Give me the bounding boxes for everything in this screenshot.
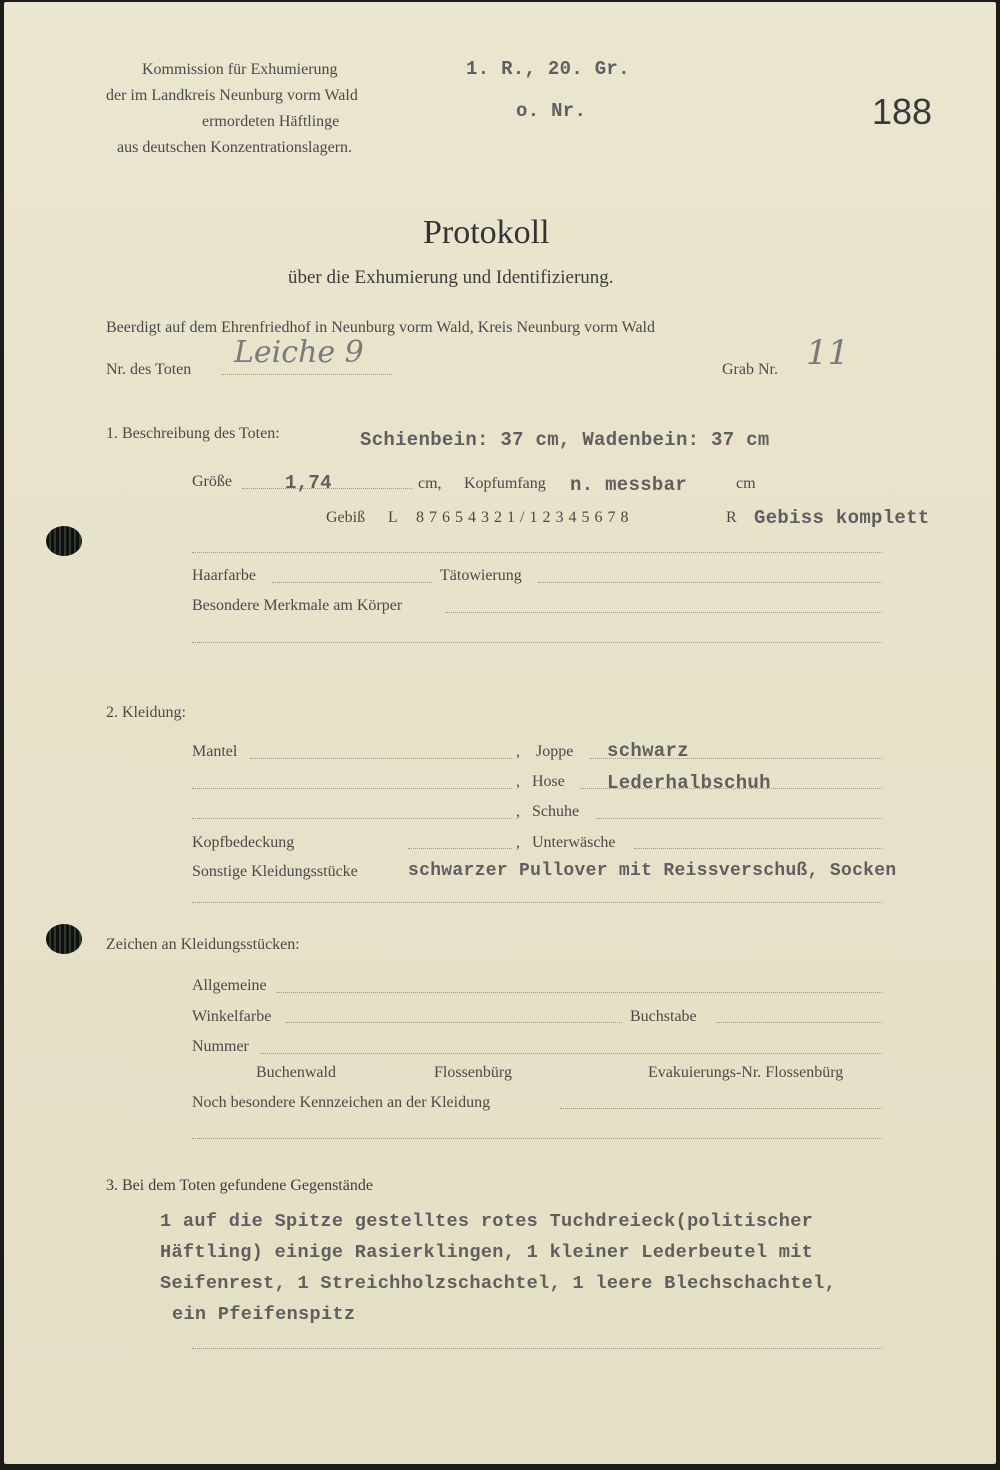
underwear-label: Unterwäsche: [532, 834, 616, 851]
other-marks-dots: [560, 1108, 882, 1109]
evacuation-number-label: Evakuierungs-Nr. Flossenbürg: [648, 1064, 844, 1081]
teeth-extra-dots: [192, 552, 882, 553]
dead-number-dots: [222, 374, 392, 375]
punch-hole-top: [46, 526, 82, 556]
head-circumference-unit: cm: [736, 475, 756, 492]
head-circumference-value: n. messbar: [570, 474, 688, 496]
comma-4: ,: [516, 834, 520, 851]
grave-number-label: Grab Nr.: [722, 361, 778, 378]
protocol-document: [4, 2, 996, 1464]
number-dots: [260, 1053, 882, 1054]
flossenburg-label: Flossenbürg: [434, 1064, 512, 1081]
dead-number-value: Leiche 9: [234, 335, 364, 370]
tattoo-dots: [538, 582, 882, 583]
reference-line-2: o. Nr.: [516, 100, 587, 122]
found-items-dots: [192, 1348, 882, 1349]
underwear-dots: [634, 848, 882, 849]
marks-heading: Zeichen an Kleidungsstücken:: [106, 936, 300, 953]
teeth-value: Gebiss komplett: [754, 507, 930, 529]
head-circumference-label: Kopfumfang: [464, 475, 546, 492]
page-title: Protokoll: [423, 214, 550, 251]
headwear-dots: [408, 848, 512, 849]
comma-1: ,: [516, 743, 520, 760]
body-features-dots-2: [192, 642, 882, 643]
other-marks-dots-2: [192, 1138, 882, 1139]
coat-extra-dots-2: [192, 818, 512, 819]
grave-number-value: 11: [806, 333, 850, 373]
hair-color-dots: [272, 582, 432, 583]
body-features-label: Besondere Merkmale am Körper: [192, 597, 403, 614]
letter-label: Buchstabe: [630, 1008, 697, 1025]
size-label: Größe: [192, 473, 232, 490]
angle-color-label: Winkelfarbe: [192, 1008, 272, 1025]
section2-heading: 2. Kleidung:: [106, 704, 186, 721]
tattoo-label: Tätowierung: [440, 567, 522, 584]
commission-line-3: ermordeten Häftlinge: [202, 113, 340, 130]
comma-3: ,: [516, 803, 520, 820]
teeth-chart: 8 7 6 5 4 3 2 1 / 1 2 3 4 5 6 7 8: [416, 509, 629, 526]
other-marks-label: Noch besondere Kennzeichen an der Kleidung: [192, 1094, 491, 1111]
punch-hole-bottom: [46, 924, 82, 954]
letter-dots: [716, 1022, 882, 1023]
headwear-label: Kopfbedeckung: [192, 834, 295, 851]
teeth-left-marker: L: [388, 509, 398, 526]
angle-color-dots: [286, 1022, 622, 1023]
teeth-label: Gebiß: [326, 509, 366, 526]
general-marks-dots: [276, 992, 882, 993]
found-items-line-4: ein Pfeifenspitz: [172, 1304, 356, 1325]
dead-number-label: Nr. des Toten: [106, 361, 192, 378]
found-items-line-2: Häftling) einige Rasierklingen, 1 kleiner Lederbeutel mit: [160, 1242, 814, 1263]
buchenwald-label: Buchenwald: [256, 1064, 336, 1081]
found-items-line-1: 1 auf die Spitze gestelltes rotes Tuchdreieck(politischer: [160, 1211, 814, 1232]
trousers-value: Lederhalbschuh: [607, 772, 771, 794]
number-label: Nummer: [192, 1038, 249, 1055]
page-subtitle: über die Exhumierung und Identifizierung.: [288, 267, 614, 288]
commission-line-1: Kommission für Exhumierung: [142, 61, 338, 78]
other-clothing-dots-2: [192, 902, 882, 903]
shoes-dots: [596, 818, 882, 819]
section1-heading: 1. Beschreibung des Toten:: [106, 425, 280, 442]
hair-color-label: Haarfarbe: [192, 567, 256, 584]
other-clothing-label: Sonstige Kleidungsstücke: [192, 863, 358, 880]
description-value: Schienbein: 37 cm, Wadenbein: 37 cm: [360, 429, 770, 451]
coat-extra-dots: [192, 788, 512, 789]
comma-2: ,: [516, 773, 520, 790]
shoes-label: Schuhe: [532, 803, 580, 820]
found-items-line-3: Seifenrest, 1 Streichholzschachtel, 1 leere Blechschachtel,: [160, 1273, 837, 1294]
general-marks-label: Allgemeine: [192, 977, 267, 994]
body-features-dots: [446, 612, 882, 613]
commission-line-2: der im Landkreis Neunburg vorm Wald: [106, 87, 358, 104]
coat-label: Mantel: [192, 743, 238, 760]
trousers-label: Hose: [532, 773, 565, 790]
page-number: 188: [872, 91, 933, 132]
jacket-value: schwarz: [607, 740, 689, 762]
teeth-right-marker: R: [726, 509, 737, 526]
coat-dots: [250, 758, 512, 759]
other-clothing-value: schwarzer Pullover mit Reissverschuß, Socken: [408, 861, 897, 881]
commission-line-4: aus deutschen Konzentrationslagern.: [117, 139, 353, 156]
size-unit: cm,: [418, 475, 442, 492]
jacket-label: Joppe: [536, 743, 574, 760]
section3-heading: 3. Bei dem Toten gefundene Gegenstände: [106, 1177, 373, 1194]
burial-line: Beerdigt auf dem Ehrenfriedhof in Neunburg vorm Wald, Kreis Neunburg vorm Wald: [106, 319, 655, 336]
size-value: 1,74: [285, 472, 332, 494]
reference-line-1: 1. R., 20. Gr.: [466, 58, 630, 80]
